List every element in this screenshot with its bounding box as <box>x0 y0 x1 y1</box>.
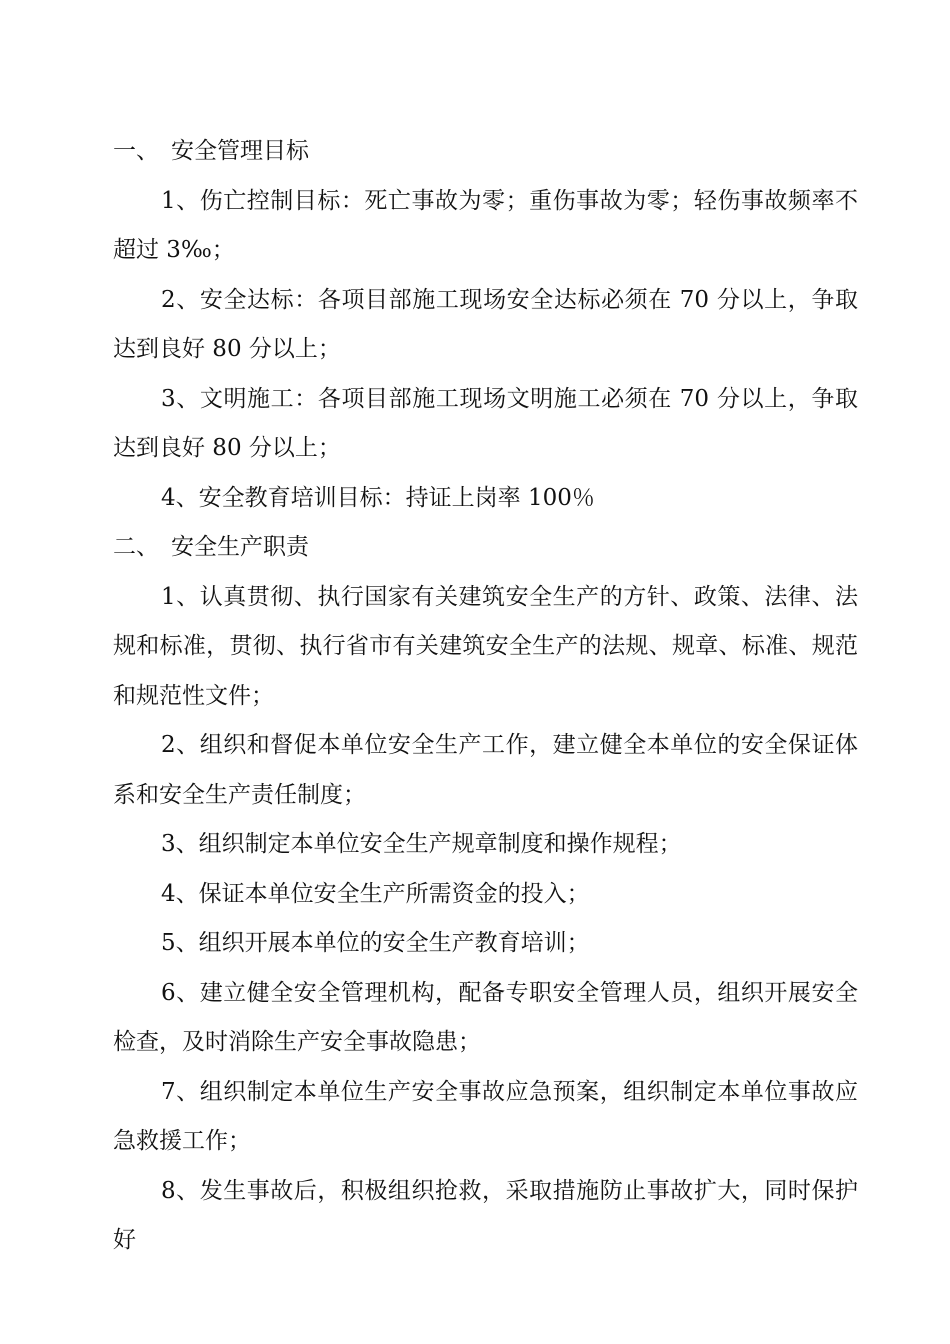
goal-item-casualty-control: 1、伤亡控制目标：死亡事故为零；重伤事故为零；轻伤事故频率不超过 3‰； <box>113 187 858 263</box>
duty-item-5: 5、组织开展本单位的安全生产教育培训； <box>161 930 590 956</box>
goal-item-safety-compliance: 2、安全达标：各项目部施工现场安全达标必须在 70 分以上，争取达到良好 80 分以上； <box>113 286 858 362</box>
duty-item-6: 6、建立健全安全管理机构，配备专职安全管理人员，组织开展安全检查，及时消除生产安全事故隐患； <box>113 979 858 1055</box>
goal-item-safety-training: 4、安全教育培训目标：持证上岗率 100％ <box>161 484 595 511</box>
duty-item-3: 3、组织制定本单位安全生产规章制度和操作规程； <box>161 831 682 857</box>
section-number: 二、 <box>113 534 159 560</box>
section-number: 一、 <box>113 138 159 164</box>
section-heading-safety-goals <box>113 127 858 177</box>
duty-item-8: 8、发生事故后，积极组织抢救，采取措施防止事故扩大，同时保护好 <box>113 1177 858 1253</box>
document-body <box>113 127 858 1266</box>
duty-item-4: 4、保证本单位安全生产所需资金的投入； <box>161 880 590 907</box>
duty-item-2: 2、组织和督促本单位安全生产工作，建立健全本单位的安全保证体系和安全生产责任制度； <box>113 732 858 808</box>
section-heading-production-duties <box>113 523 858 573</box>
section-title: 安全生产职责 <box>171 534 309 560</box>
section-title: 安全管理目标 <box>171 138 309 164</box>
duty-item-1: 1、认真贯彻、执行国家有关建筑安全生产的方针、政策、法律、法规和标准，贯彻、执行省市有关建筑安全生产的法规、规章、标准、规范和规范性文件； <box>113 583 858 709</box>
goal-item-civilized-construction: 3、文明施工：各项目部施工现场文明施工必须在 70 分以上，争取达到良好 80 分以上； <box>113 385 858 461</box>
duty-item-7: 7、组织制定本单位生产安全事故应急预案，组织制定本单位事故应急救援工作； <box>113 1078 858 1154</box>
